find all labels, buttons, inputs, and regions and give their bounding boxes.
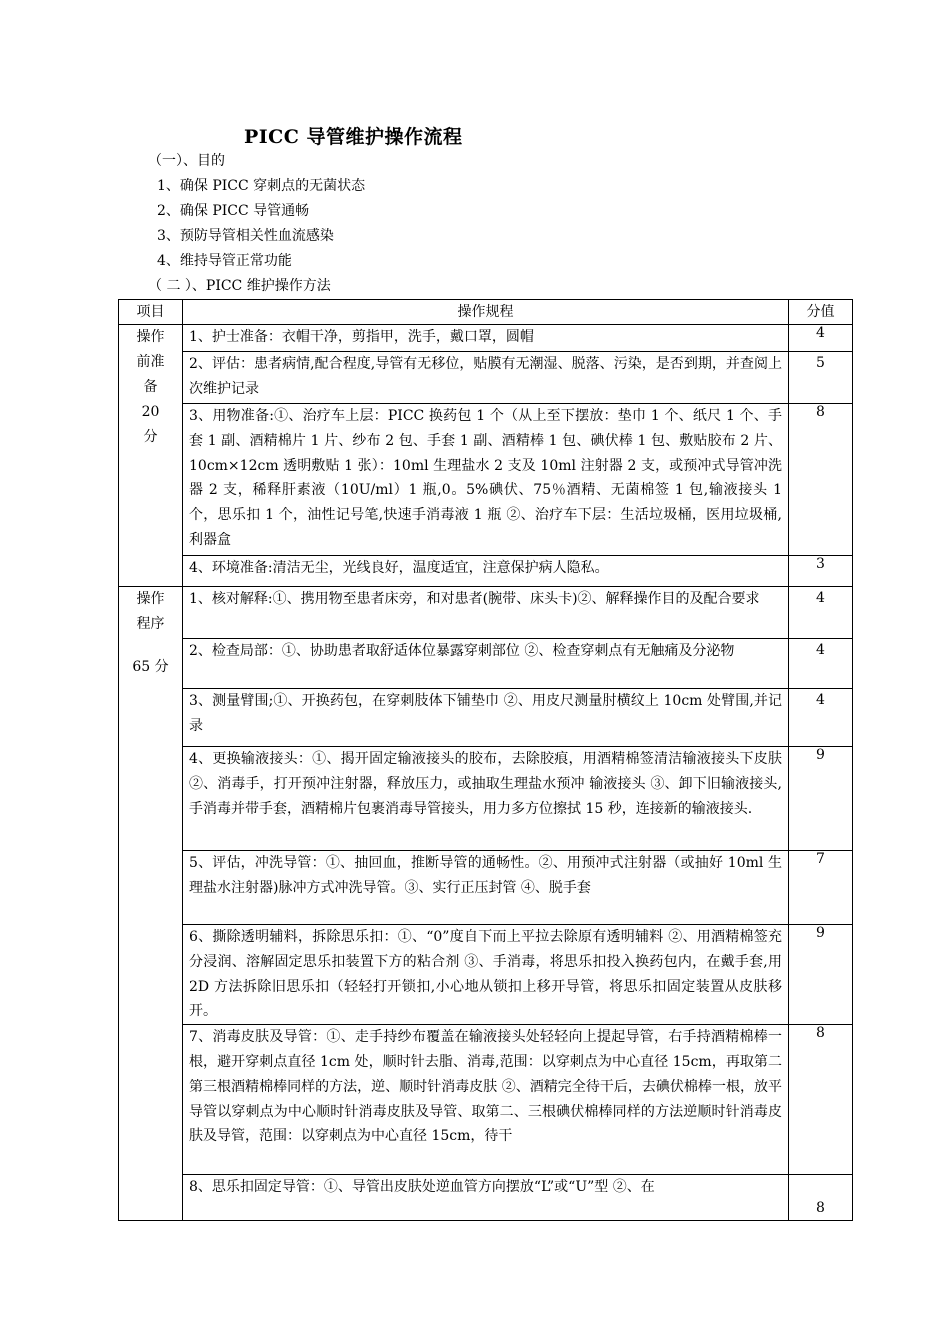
table-row xyxy=(119,1025,853,1175)
header-item: 项目 xyxy=(119,300,183,325)
purpose-item: 3、预防导管相关性血流感染 xyxy=(157,228,334,244)
section-label-line: 20 xyxy=(141,404,160,420)
section-label-line: 操作 xyxy=(136,329,165,345)
table-row xyxy=(119,556,853,587)
procedure-step: 7、消毒皮肤及导管：①、走手持纱布覆盖在输液接头处轻轻向上提起导管，右手持酒精棉棒一根，避开穿刺点直径 1cm 处，顺时针去脂、消毒,范围：以穿刺点为中心直径 15cm，再取第二第三根酒精棉棒同样的方法，逆、顺时针消毒皮肤 ②、酒精完全待干后，去碘伏棉棒一根，放平导管以穿刺点为中心顺时针消毒皮肤及导管、取第二、三根碘伏棉棒同样的方法逆顺时针消毒皮肤及导管，范围：以穿刺点为中心直径 15cm，待干 xyxy=(183,1025,789,1175)
section-label-line: 分 xyxy=(143,429,158,445)
section-label-procedure xyxy=(119,587,183,1221)
purpose-item: 2、确保 PICC 导管通畅 xyxy=(157,203,310,219)
table-row xyxy=(119,587,853,639)
step-score: 4 xyxy=(789,587,853,639)
procedure-step: 2、检查局部：①、协助患者取舒适体位暴露穿刺部位 ②、检查穿刺点有无触痛及分泌物 xyxy=(183,639,789,689)
procedure-step: 2、评估：患者病情,配合程度,导管有无移位，贴膜有无潮湿、脱落、污染，是否到期，并查阅上次维护记录 xyxy=(183,352,789,404)
section-heading-purpose: （一）、目的 xyxy=(148,153,225,169)
procedure-step: 8、思乐扣固定导管：①、导管出皮肤处逆血管方向摆放“L”或“U”型 ②、在 xyxy=(183,1175,789,1221)
procedure-step: 1、核对解释:①、携用物至患者床旁，和对患者(腕带、床头卡)②、解释操作目的及配合要求 xyxy=(183,587,789,639)
purpose-item: 1、确保 PICC 穿刺点的无菌状态 xyxy=(157,178,366,194)
step-score: 8 xyxy=(789,1025,853,1175)
table-row xyxy=(119,639,853,689)
step-score: 4 xyxy=(789,639,853,689)
section-label-line: 前准 xyxy=(136,354,165,370)
step-score: 5 xyxy=(789,352,853,404)
section-label-spacer xyxy=(125,637,176,655)
step-score: 4 xyxy=(789,325,853,352)
purpose-item: 4、维持导管正常功能 xyxy=(157,253,292,269)
step-score: 7 xyxy=(789,851,853,925)
step-score: 8 xyxy=(789,404,853,556)
header-score: 分值 xyxy=(789,300,853,325)
section-label-line: 程序 xyxy=(136,616,165,632)
procedure-step: 4、更换输液接头：①、揭开固定输液接头的胶布，去除胶痕，用酒精棉签清洁输液接头下皮肤 ②、消毒手，打开预冲注射器，释放压力，或抽取生理盐水预冲 输液接头 ③、卸下旧输液接头,手消毒并带手套，酒精棉片包裹消毒导管接头，用力多方位擦拭 15 秒，连接新的输液接头. xyxy=(183,747,789,851)
table-row xyxy=(119,851,853,925)
section-label-line: 65 分 xyxy=(132,659,169,675)
step-score: 9 xyxy=(789,925,853,1025)
table-row xyxy=(119,352,853,404)
table-row xyxy=(119,325,853,352)
section-label-line: 备 xyxy=(143,379,158,395)
step-score: 9 xyxy=(789,747,853,851)
procedure-step: 6、撕除透明辅料，拆除思乐扣：①、“0”度自下而上平拉去除原有透明辅料 ②、用酒精棉签充分浸润、溶解固定思乐扣装置下方的粘合剂 ③、手消毒，将思乐扣投入换药包内，在戴手套,用 2D 方法拆除旧思乐扣（轻轻打开锁扣,小心地从锁扣上移开导管，将思乐扣固定装置从皮肤移开。 xyxy=(183,925,789,1025)
step-score: 3 xyxy=(789,556,853,587)
step-score: 4 xyxy=(789,689,853,747)
section-label-preparation xyxy=(119,325,183,587)
table-row xyxy=(119,689,853,747)
procedure-step: 3、用物准备:①、治疗车上层：PICC 换药包 1 个（从上至下摆放：垫巾 1 个、纸尺 1 个、手套 1 副、酒精棉片 1 片、纱布 2 包、手套 1 副、酒精棒 1 包、碘伏棒 1 包、敷贴胶布 2 片、10cm×12cm 透明敷贴 1 张）：10ml 生理盐水 2 支及 10ml 注射器 2 支，或预冲式导管冲洗器 2 支，稀释肝素液（10U/ml）1 瓶,0。5%碘伏、75％酒精、无菌棉签 1 包,输液接头 1 个，思乐扣 1 个，油性记号笔,快速手消毒液 1 瓶 ②、治疗车下层：生活垃圾桶，医用垃圾桶,利器盒 xyxy=(183,404,789,556)
document-title: PICC 导管维护操作流程 xyxy=(244,126,463,148)
step-score: 8 xyxy=(789,1175,853,1221)
table-row xyxy=(119,404,853,556)
table-header-row xyxy=(119,300,853,325)
procedure-step: 5、评估，冲洗导管：①、抽回血，推断导管的通畅性。②、用预冲式注射器（或抽好 10ml 生理盐水注射器)脉冲方式冲洗导管。③、实行正压封管 ④、脱手套 xyxy=(183,851,789,925)
section-label-line: 操作 xyxy=(136,591,165,607)
procedure-step: 4、环境准备:清洁无尘，光线良好，温度适宜，注意保护病人隐私。 xyxy=(183,556,789,587)
header-procedure: 操作规程 xyxy=(183,300,789,325)
procedure-table xyxy=(118,299,853,1221)
section-heading-method: （ 二 ）、PICC 维护操作方法 xyxy=(148,278,331,294)
procedure-step: 3、测量臂围;①、开换药包，在穿刺肢体下铺垫巾 ②、用皮尺测量肘横纹上 10cm 处臂围,并记录 xyxy=(183,689,789,747)
table-row xyxy=(119,925,853,1025)
table-row xyxy=(119,747,853,851)
procedure-step: 1、护士准备：衣帽干净，剪指甲，洗手，戴口罩，圆帽 xyxy=(183,325,789,352)
table-row xyxy=(119,1175,853,1221)
